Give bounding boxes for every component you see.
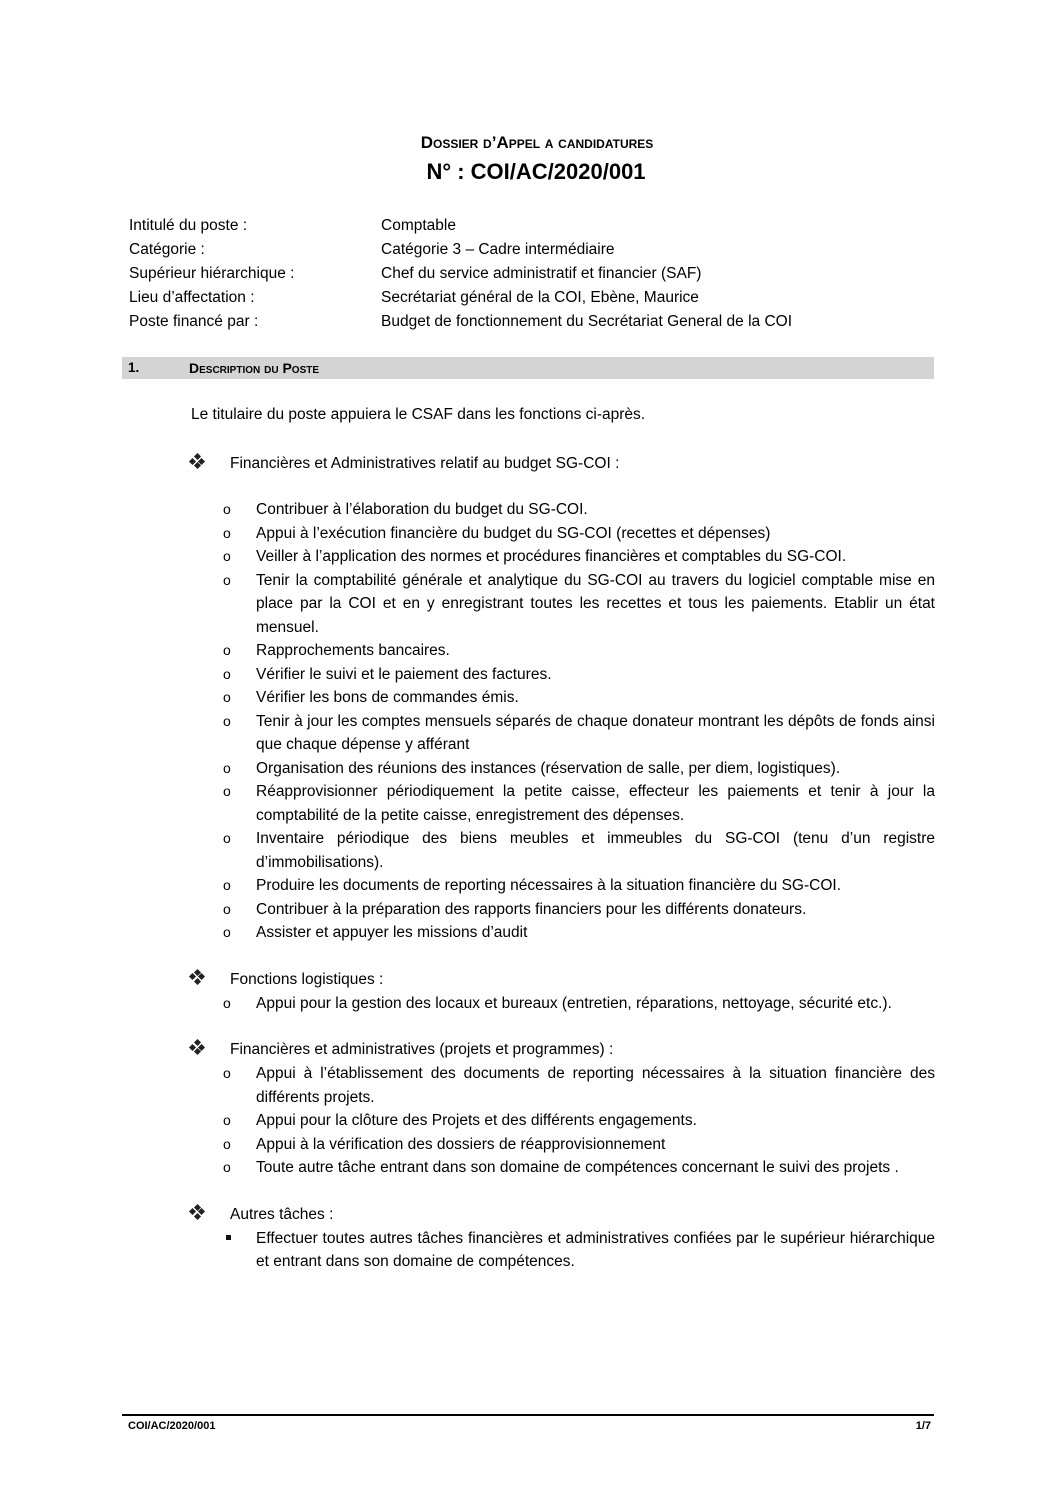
circle-bullet-icon: o bbox=[223, 501, 231, 517]
footer-page-number: 1/7 bbox=[915, 1420, 931, 1432]
info-row-supervisor bbox=[129, 262, 792, 286]
list-item-text: Appui pour la gestion des locaux et bureaux (entretien, réparations, nettoyage, sécurité etc.). bbox=[256, 994, 892, 1012]
info-label: Lieu d’affectation : bbox=[129, 289, 255, 306]
list-item bbox=[223, 522, 935, 546]
duty-items bbox=[223, 992, 935, 1016]
list-item-text: Réapprovisionner périodiquement la petite caisse, effecteur les paiements et tenir à jour la comptabilité de la petite caisse, enregistrement des dépenses. bbox=[256, 783, 935, 824]
list-item bbox=[223, 992, 935, 1016]
list-item-text: Appui pour la clôture des Projets et des différents engagements. bbox=[256, 1112, 697, 1129]
circle-bullet-icon: o bbox=[223, 1135, 231, 1152]
circle-bullet-icon: o bbox=[223, 1065, 231, 1081]
duty-group bbox=[190, 1203, 935, 1274]
duties-list bbox=[190, 452, 935, 1274]
circle-bullet-icon: o bbox=[223, 571, 231, 588]
footer-reference: COI/AC/2020/001 bbox=[128, 1420, 216, 1432]
list-item-text: Produire les documents de reporting nécessaires à la situation financière du SG-COI. bbox=[256, 877, 841, 894]
list-item bbox=[223, 827, 935, 874]
list-item-text: Vérifier les bons de commandes émis. bbox=[256, 689, 519, 706]
duty-group-heading bbox=[190, 968, 935, 992]
list-item bbox=[223, 569, 935, 640]
list-item-text: Vérifier le suivi et le paiement des factures. bbox=[256, 665, 552, 683]
duty-group-heading bbox=[190, 452, 935, 476]
list-item bbox=[223, 686, 935, 710]
list-item bbox=[223, 639, 935, 663]
diamond-bullet-icon bbox=[190, 452, 230, 476]
info-row-category bbox=[129, 238, 792, 262]
list-item-text: Tenir la comptabilité générale et analytique du SG-COI au travers du logiciel comptable mise en place par la COI et en y enregistrant toutes les recettes et tous les paiements. Etablir un état mensuel. bbox=[256, 571, 935, 636]
diamond-bullet-icon bbox=[190, 1038, 230, 1062]
section-header bbox=[122, 357, 934, 379]
list-item-text: Contribuer à l’élaboration du budget du SG-COI. bbox=[256, 501, 588, 518]
list-item-text: Appui à la vérification des dossiers de réapprovisionnement bbox=[256, 1135, 666, 1153]
info-label: Intitulé du poste : bbox=[129, 217, 248, 234]
info-row-funding bbox=[129, 310, 792, 334]
duty-group bbox=[190, 1038, 935, 1180]
list-item bbox=[223, 874, 935, 898]
duty-group bbox=[190, 968, 935, 1016]
info-label: Supérieur hiérarchique : bbox=[129, 265, 295, 282]
info-label: Poste financé par : bbox=[129, 313, 259, 330]
info-value: Budget de fonctionnement du Secrétariat General de la COI bbox=[381, 313, 792, 330]
info-value: Secrétariat général de la COI, Ebène, Maurice bbox=[381, 289, 699, 306]
duty-items bbox=[223, 1062, 935, 1180]
intro-paragraph: Le titulaire du poste appuiera le CSAF dans les fonctions ci-après. bbox=[191, 406, 646, 423]
list-item-text: Effectuer toutes autres tâches financières et administratives confiées par le supérieur hiérarchique et entrant dans son domaine de compétences. bbox=[256, 1229, 935, 1270]
diamond-bullet-icon bbox=[190, 968, 230, 992]
list-item bbox=[223, 1227, 935, 1274]
duty-items bbox=[223, 1227, 935, 1274]
circle-bullet-icon: o bbox=[223, 689, 231, 705]
circle-bullet-icon: o bbox=[223, 783, 231, 799]
list-item-text: Assister et appuyer les missions d’audit bbox=[256, 924, 528, 941]
footer-divider bbox=[122, 1414, 934, 1416]
list-item bbox=[223, 545, 935, 569]
info-value: Chef du service administratif et financier (SAF) bbox=[381, 265, 702, 282]
circle-bullet-icon: o bbox=[223, 1112, 231, 1128]
list-item bbox=[223, 1062, 935, 1109]
circle-bullet-icon: o bbox=[223, 548, 231, 564]
list-item bbox=[223, 710, 935, 757]
list-item bbox=[223, 1133, 935, 1157]
list-item-text: Veiller à l’application des normes et procédures financières et comptables du SG-COI. bbox=[256, 548, 847, 565]
list-item-text: Appui à l’établissement des documents de reporting nécessaires à la situation financière des différents projets. bbox=[256, 1065, 935, 1106]
info-value: Comptable bbox=[381, 217, 456, 234]
circle-bullet-icon: o bbox=[223, 994, 231, 1011]
circle-bullet-icon: o bbox=[223, 524, 231, 541]
duty-group bbox=[190, 452, 935, 945]
duty-group-title: Financières et administratives (projets et programmes) : bbox=[230, 1041, 614, 1059]
circle-bullet-icon: o bbox=[223, 877, 231, 893]
circle-bullet-icon: o bbox=[223, 712, 231, 729]
list-item bbox=[223, 898, 935, 922]
list-item bbox=[223, 757, 935, 781]
document-title-block bbox=[0, 133, 1058, 185]
list-item-text: Rapprochements bancaires. bbox=[256, 642, 450, 659]
list-item bbox=[223, 1156, 935, 1180]
list-item-text: Organisation des réunions des instances (réservation de salle, per diem, logistiques). bbox=[256, 759, 841, 777]
duty-group-heading bbox=[190, 1038, 935, 1062]
section-number: 1. bbox=[128, 360, 140, 375]
list-item bbox=[223, 663, 935, 687]
section-title: Description du Poste bbox=[189, 360, 320, 376]
duty-group-title: Autres tâches : bbox=[230, 1205, 334, 1223]
circle-bullet-icon: o bbox=[223, 665, 231, 682]
info-row-location bbox=[129, 286, 792, 310]
list-item bbox=[223, 921, 935, 945]
info-label: Catégorie : bbox=[129, 241, 205, 258]
document-reference: N° : COI/AC/2020/001 bbox=[426, 159, 646, 184]
list-item-text: Toute autre tâche entrant dans son domaine de compétences concernant le suivi des projets . bbox=[256, 1159, 899, 1176]
list-item bbox=[223, 498, 935, 522]
info-value: Catégorie 3 – Cadre intermédiaire bbox=[381, 241, 615, 258]
duty-group-title: Fonctions logistiques : bbox=[230, 970, 384, 988]
list-item-text: Inventaire périodique des biens meubles et immeubles du SG-COI (tenu d’un registre d’immobilisations). bbox=[256, 830, 935, 871]
list-item-text: Appui à l’exécution financière du budget du SG-COI (recettes et dépenses) bbox=[256, 524, 771, 542]
document-title: Dossier d’Appel a candidatures bbox=[420, 133, 654, 152]
list-item-text: Tenir à jour les comptes mensuels séparés de chaque donateur montrant les dépôts de fonds ainsi que chaque dépense y afférant bbox=[256, 712, 935, 753]
list-item bbox=[223, 780, 935, 827]
circle-bullet-icon: o bbox=[223, 900, 231, 917]
info-row-title bbox=[129, 214, 792, 238]
position-info-table bbox=[129, 214, 792, 334]
circle-bullet-icon: o bbox=[223, 759, 231, 776]
circle-bullet-icon: o bbox=[223, 830, 231, 846]
duty-group-title: Financières et Administratives relatif au budget SG-COI : bbox=[230, 455, 620, 473]
diamond-bullet-icon bbox=[190, 1203, 230, 1227]
list-item-text: Contribuer à la préparation des rapports financiers pour les différents donateurs. bbox=[256, 900, 807, 918]
circle-bullet-icon: o bbox=[223, 642, 231, 658]
circle-bullet-icon: o bbox=[223, 1159, 231, 1175]
duty-items bbox=[223, 498, 935, 945]
list-item bbox=[223, 1109, 935, 1133]
square-bullet-icon bbox=[223, 1227, 256, 1274]
duty-group-heading bbox=[190, 1203, 935, 1227]
circle-bullet-icon: o bbox=[223, 924, 231, 940]
